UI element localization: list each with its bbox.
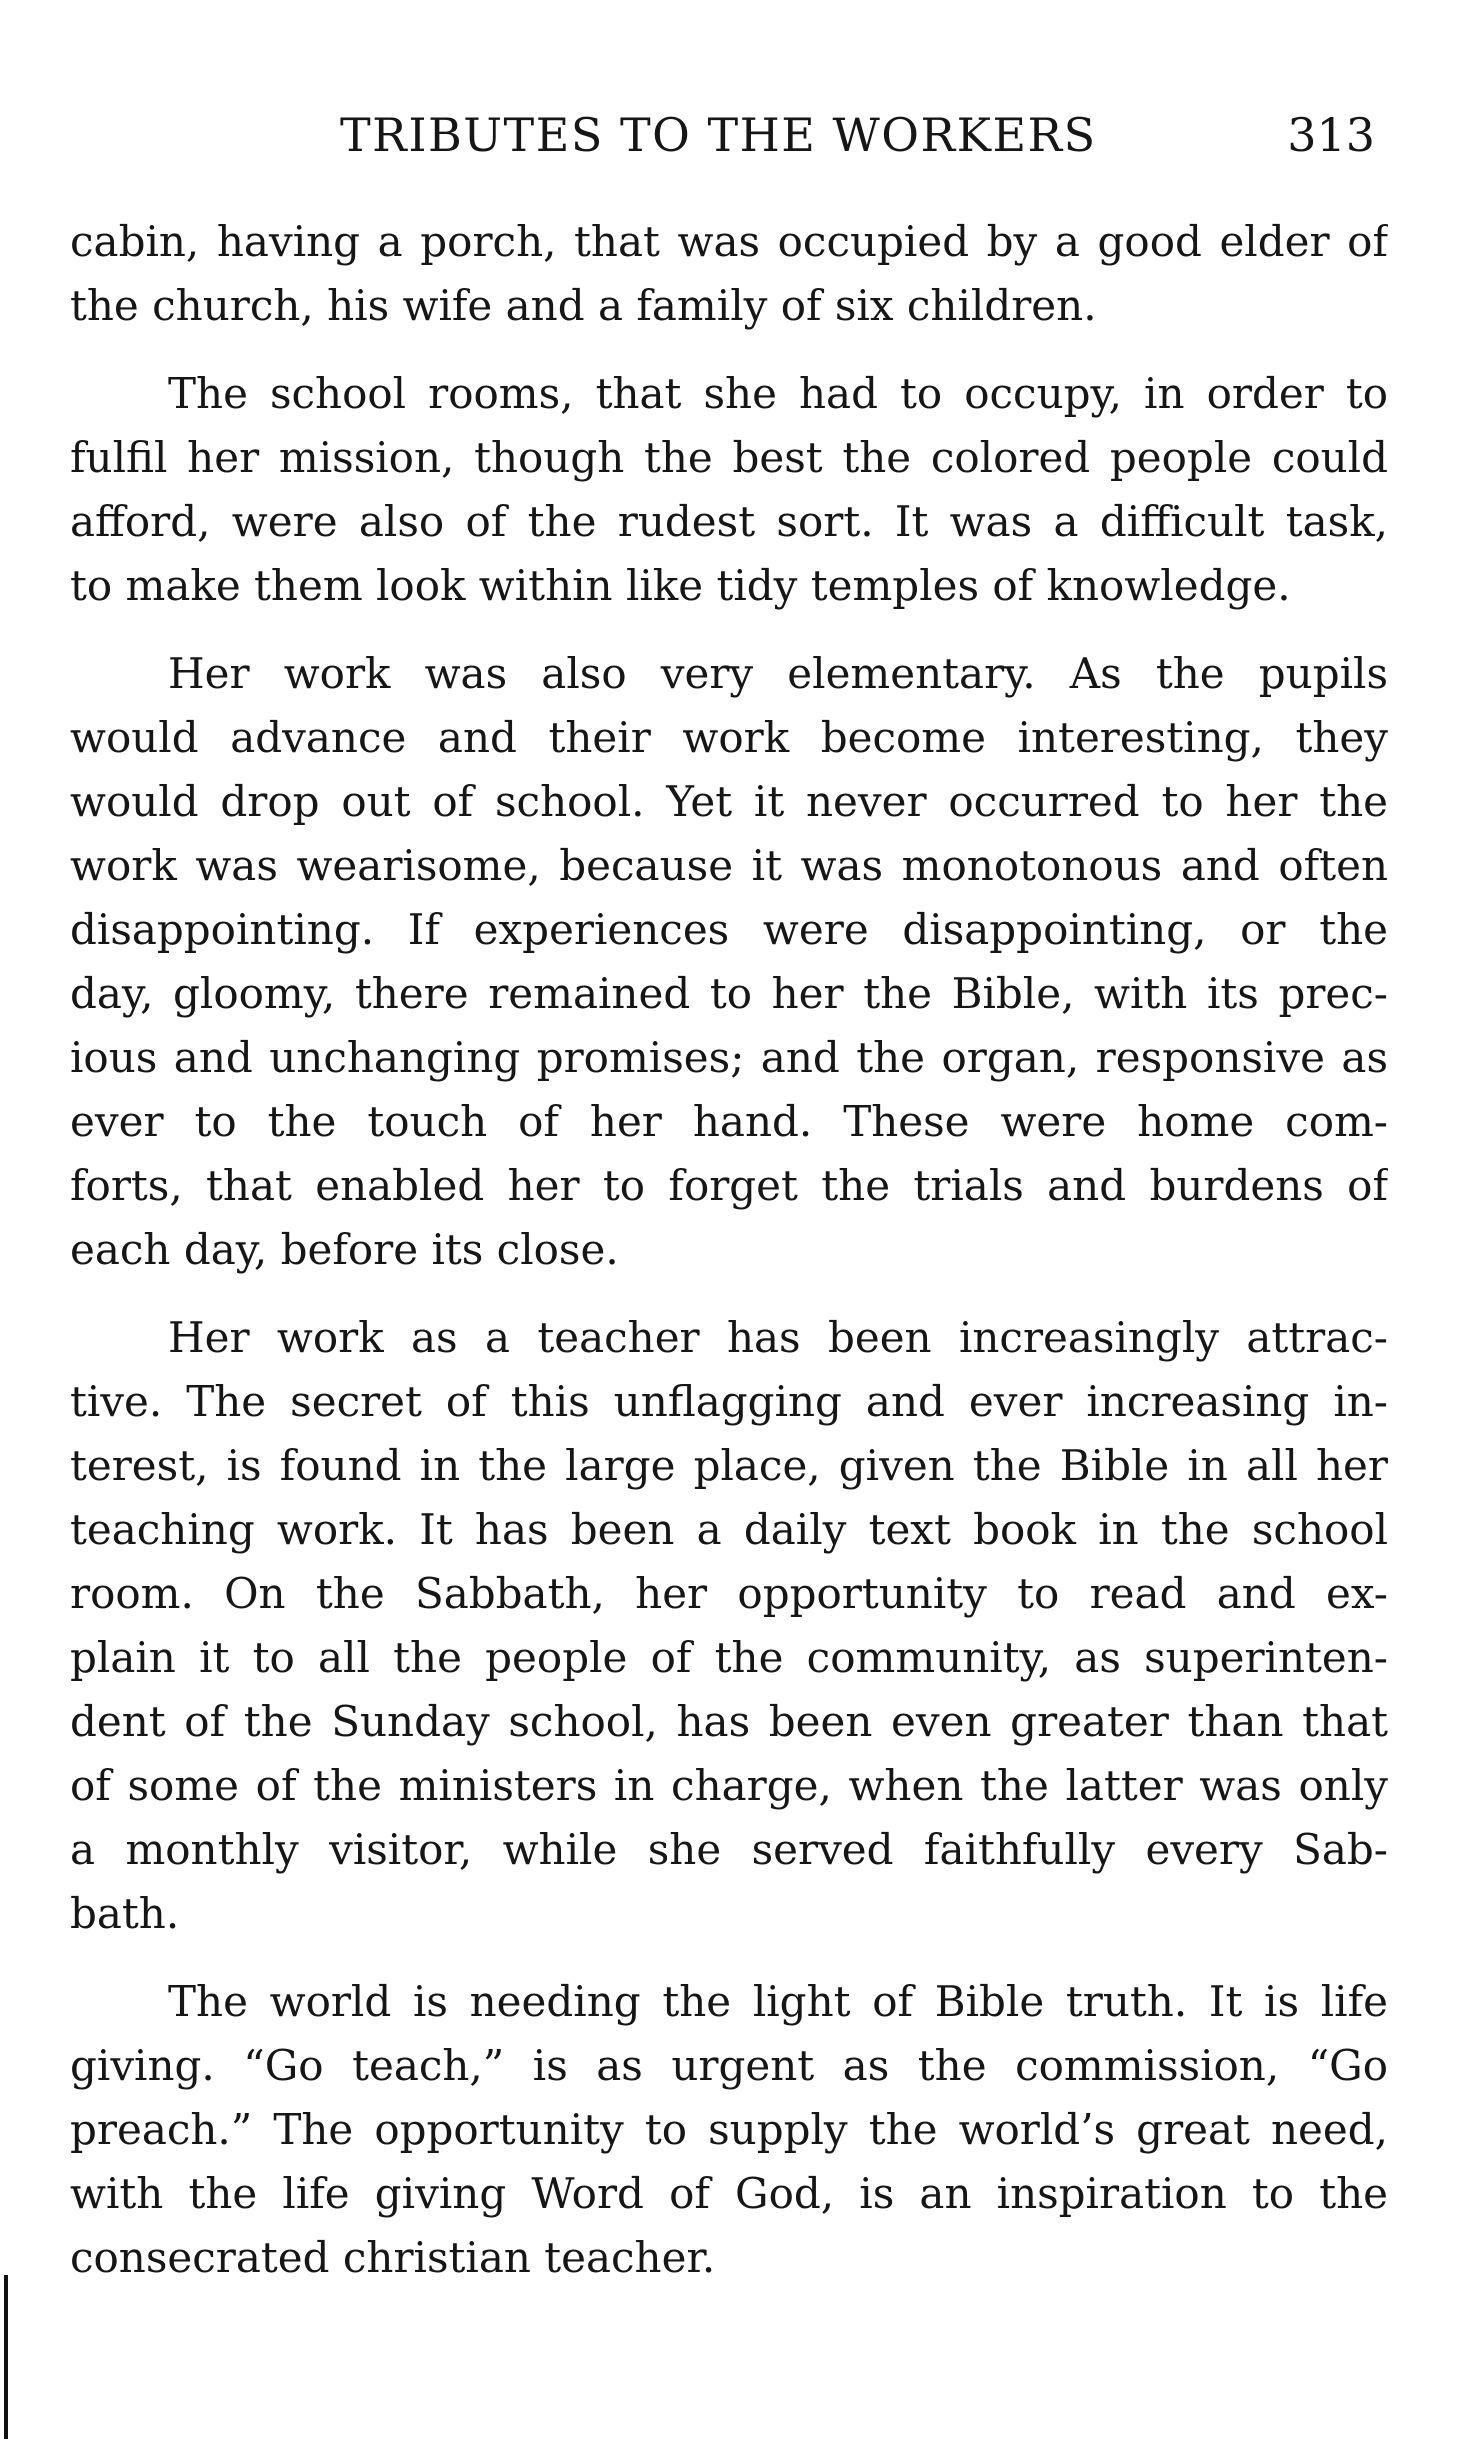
text-line: dent of the Sunday school, has been even greater than that [70,1697,1388,1746]
paragraph [70,210,1388,338]
text-line: Her work was also very elementary. As the pupils [168,649,1388,698]
text-line: forts, that enabled her to forget the trials and burdens of [70,1161,1388,1210]
scan-margin-rule [4,2275,8,2439]
text-line: The school rooms, that she had to occupy, in order to [168,369,1388,418]
text-line: would drop out of school. Yet it never occurred to her the [70,777,1388,826]
running-title: TRIBUTES TO THE WORKERS [340,108,1097,162]
running-header [70,108,1375,178]
text-line: teaching work. It has been a daily text book in the school [70,1505,1388,1554]
text-line: each day, before its close. [70,1225,619,1274]
paragraph [70,642,1388,1282]
text-line: of some of the ministers in charge, when the latter was only [70,1761,1388,1810]
text-line: consecrated christian teacher. [70,2233,716,2282]
text-line: disappointing. If experiences were disappointing, or the [70,905,1388,954]
text-line: bath. [70,1889,180,1938]
text-line: with the life giving Word of God, is an inspiration to the [70,2169,1388,2218]
paragraph [70,362,1388,618]
text-line: tive. The secret of this unflagging and ever increasing in- [70,1377,1388,1426]
page-number: 313 [1287,108,1375,162]
text-line: day, gloomy, there remained to her the Bible, with its prec- [70,969,1388,1018]
text-line: Her work as a teacher has been increasingly attrac- [168,1313,1388,1362]
text-line: work was wearisome, because it was monotonous and often [70,841,1388,890]
text-line: preach.” The opportunity to supply the world’s great need, [70,2105,1388,2154]
text-line: terest, is found in the large place, given the Bible in all her [70,1441,1388,1490]
paragraph [70,1970,1388,2290]
text-line: a monthly visitor, while she served faithfully every Sab- [70,1825,1388,1874]
text-line: room. On the Sabbath, her opportunity to read and ex- [70,1569,1388,1618]
text-line: plain it to all the people of the community, as superinten- [70,1633,1388,1682]
text-line: would advance and their work become interesting, they [70,713,1388,762]
body-text [70,210,1388,2314]
text-line: to make them look within like tidy temples of knowledge. [70,561,1291,610]
text-line: ever to the touch of her hand. These were home com- [70,1097,1388,1146]
text-line: fulfil her mission, though the best the colored people could [70,433,1388,482]
text-line: giving. “Go teach,” is as urgent as the commission, “Go [70,2041,1388,2090]
text-line: the church, his wife and a family of six children. [70,281,1097,330]
text-line: cabin, having a porch, that was occupied by a good elder of [70,217,1388,266]
text-line: The world is needing the light of Bible truth. It is life [168,1977,1388,2026]
text-line: afford, were also of the rudest sort. It was a difficult task, [70,497,1388,546]
paragraph [70,1306,1388,1946]
text-line: ious and unchanging promises; and the organ, responsive as [70,1033,1388,1082]
